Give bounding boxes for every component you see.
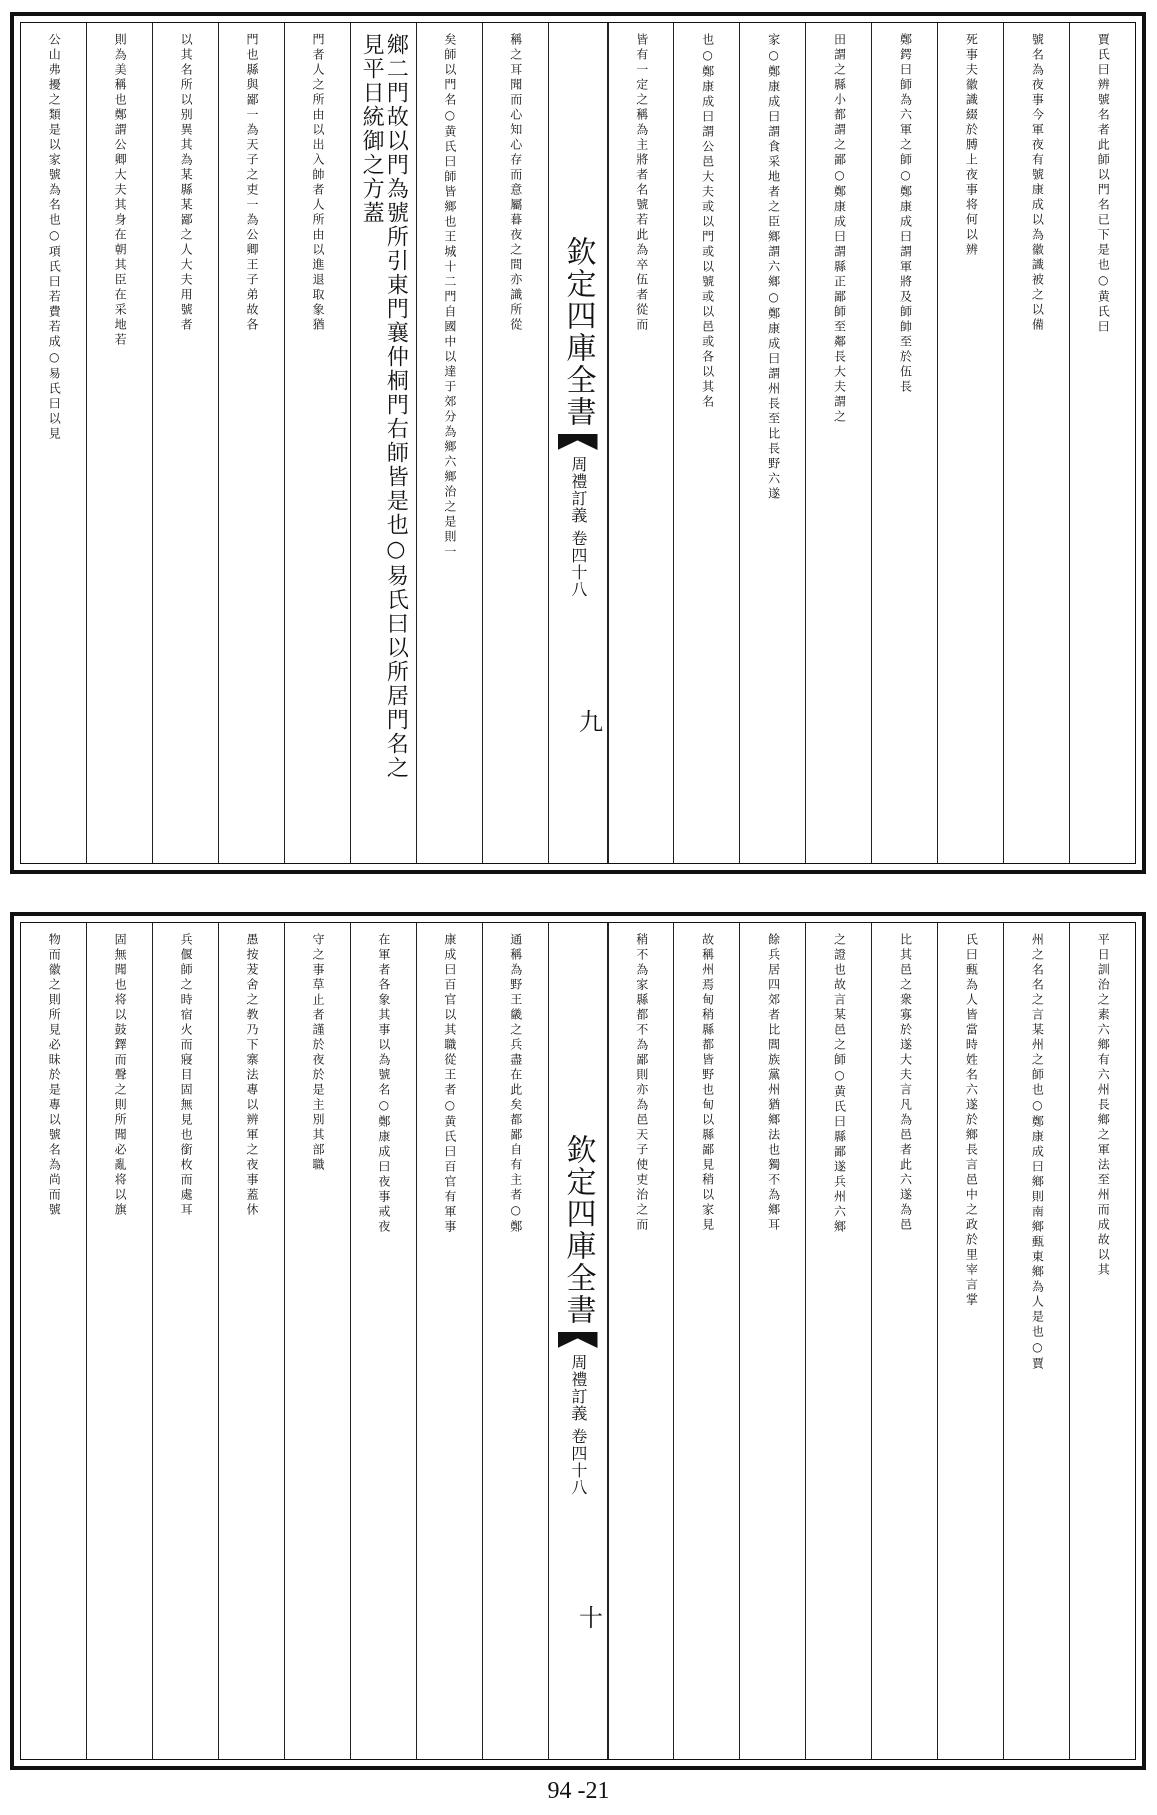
text-column [350,923,416,1759]
column-text: 以其名所以别異其為某縣某鄙之人大夫用號者 [179,33,194,333]
fold-margin [548,923,608,1759]
column-text: 固無聞也将以鼓鐸而聲之則所聞必亂将以旗 [113,933,128,1218]
bottom-page-columns [20,922,1136,1760]
column-text: 愚按茇舍之教乃下寨法專以辨軍之夜事蓋休 [245,933,259,1218]
column-text: 家○鄭康成曰謂食采地者之臣鄉謂六鄉○鄭康成曰謂州長至比長野六遂 [766,33,781,502]
column-text: 號名為夜事今軍夜有號康成以為徽識被之以備 [1030,33,1045,333]
text-column [152,23,218,863]
text-column [608,23,674,863]
text-column [416,23,482,863]
text-column [1003,923,1069,1759]
text-column [673,923,739,1759]
column-text: 比其邑之衆寡於遂大夫言凡為邑者此六遂為邑 [898,933,913,1233]
column-text: 賈氏曰辨號名者此師以門名已下是也○黄氏曰 [1096,33,1111,335]
text-column [416,923,482,1759]
text-column [284,923,350,1759]
text-column [482,23,548,863]
column-text: 故稱州焉甸稍縣都皆野也甸以縣鄙見稍以家見 [700,933,715,1233]
column-text: 則為美稱也鄭謂公卿大夫其身在朝其臣在采地若 [113,33,128,348]
column-text: 門也縣與鄙一為天子之吏一為公卿王子弟故各 [245,33,259,333]
column-text: 死事夫徽識綴於膊上夜事将何以辨 [964,33,979,258]
text-column [608,923,674,1759]
text-column [937,923,1003,1759]
column-text: 餘兵居四郊者比閭族黨州猶鄉法也獨不為鄉耳 [766,933,781,1233]
column-text: 康成曰百官以其職從王者○黄氏曰百官有軍事 [442,933,457,1235]
column-text: 州之名名之言某州之師也○鄭康成曰鄉則南鄉甀東鄉為人是也○賈 [1030,933,1045,1372]
book-title: 欽定四庫全書 [560,236,596,428]
text-column [871,23,937,863]
text-column [350,23,416,863]
text-column [1069,923,1135,1759]
fish-tail-ornament-icon [558,1332,598,1348]
volume-info: 周禮訂義 卷四十八 [568,456,588,599]
leaf-number: 九 [574,709,603,733]
text-column [739,923,805,1759]
text-column [1003,23,1069,863]
column-text: 也○鄭康成曰謂公邑大夫或以門或以號或以邑或各以其名 [700,33,715,410]
column-text: 通稱為野王畿之兵盡在此矣都鄙自有主者○鄭 [508,933,523,1235]
column-text: 門者人之所由以出入帥者人所由以進退取象猶 [310,33,325,333]
text-column [21,23,86,863]
text-column [218,23,284,863]
column-text: 守之事草止者謹於夜於是主別其部職 [310,933,325,1173]
column-text: 公山弗擾之類是以家號為名也○項氏曰若費若成○易氏曰以見 [47,33,62,442]
column-text: 皆有一定之稱為主將者名號若此為卒伍者從而 [634,33,649,333]
column-text: 鄭鍔曰師為六軍之師○鄭康成曰謂軍將及師帥至於伍長 [898,33,913,395]
text-column [284,23,350,863]
column-text: 矣師以門名○黄氏曰師皆鄉也王城十二門自國中以達于郊分為鄉六鄉治之是則一 [442,33,457,560]
text-column [86,23,152,863]
column-text: 在軍者各象其事以為號名○鄭康成曰夜事戒夜 [376,933,391,1235]
column-text: 稍不為家縣都不為鄙則亦為邑天子使吏治之而 [634,933,649,1233]
fish-tail-ornament-icon [558,434,598,450]
column-text: 氏曰甀為人皆當時姓名六遂於鄉長言邑中之政於里宰言掌 [964,933,979,1308]
column-text: 鄉二門故以門為號所引東門襄仲桐門右師皆是也○易氏曰以所居門名之見平日統御之方蓋 [359,33,409,780]
column-text: 之證也故言某邑之師○黄氏曰縣鄙遂兵州六鄉 [832,933,847,1235]
column-text: 兵偃師之時宿火而寢目固無見也銜枚而處耳 [179,933,194,1218]
text-column [21,923,86,1759]
column-text: 平日訓治之素六鄉有六州長鄉之軍法至州而成故以其 [1096,933,1111,1278]
text-column [482,923,548,1759]
bottom-page-panel [10,912,1146,1770]
leaf-number: 十 [574,1605,603,1629]
fold-margin [548,23,608,863]
text-column [805,923,871,1759]
text-column [871,923,937,1759]
column-text: 田謂之縣小都謂之鄙○鄭康成曰謂縣正鄙師至鄰長大夫謂之 [832,33,847,425]
text-column [218,923,284,1759]
page-number: 94 -21 [547,1778,610,1804]
text-column [739,23,805,863]
text-column [1069,23,1135,863]
column-text: 物而徽之則所見必昧於是專以號名為尚而號 [47,933,62,1218]
top-page-columns [20,22,1136,864]
text-column [152,923,218,1759]
volume-info: 周禮訂義 卷四十八 [568,1354,588,1497]
top-page-panel [10,12,1146,874]
text-column [86,923,152,1759]
text-column [937,23,1003,863]
book-title: 欽定四庫全書 [560,1134,596,1326]
text-column [673,23,739,863]
text-column [805,23,871,863]
column-text: 稱之耳聞而心知心存而意屬暮夜之間亦識所從 [508,33,523,333]
